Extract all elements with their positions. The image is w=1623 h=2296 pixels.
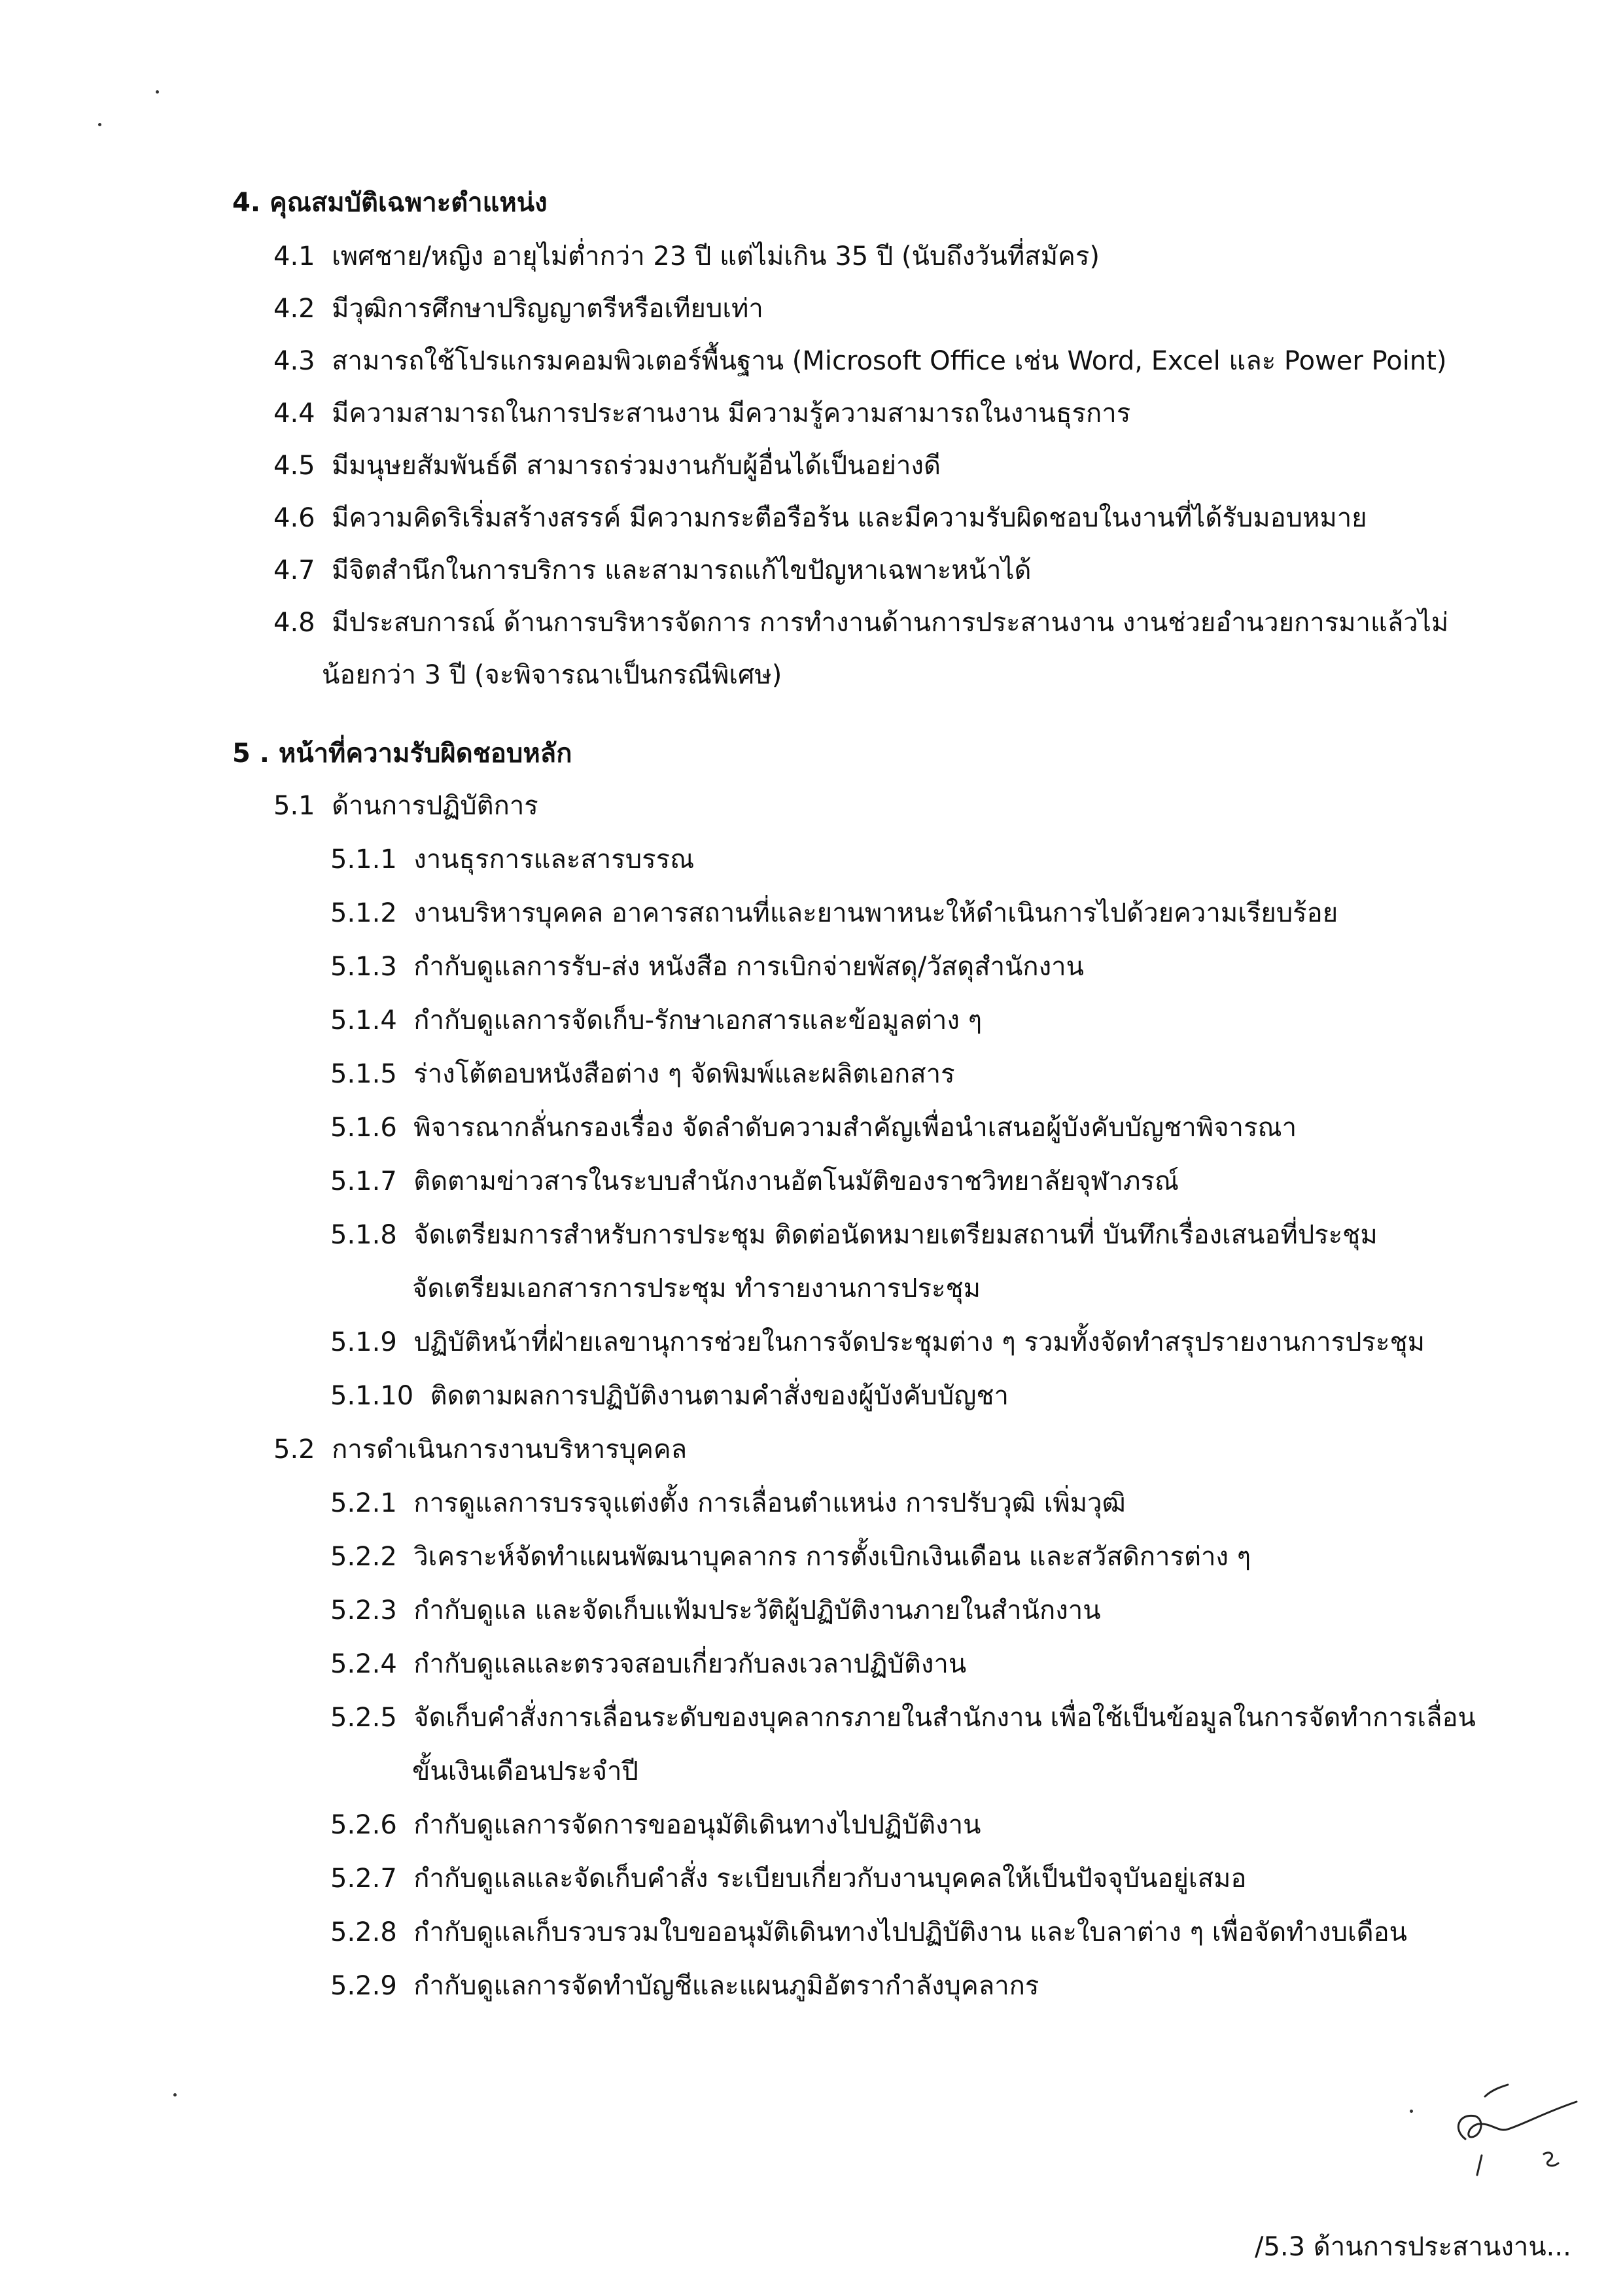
item-number: 4.3 <box>273 346 315 376</box>
item-text: จัดเก็บคำสั่งการเลื่อนระดับของบุคลากรภายในสำนักงาน เพื่อใช้เป็นข้อมูลในการจัดทำการเลื่อน <box>413 1703 1476 1733</box>
subsection-title: การดำเนินการงานบริหารบุคคล <box>332 1435 688 1465</box>
item-number: 5.2.7 <box>330 1864 397 1894</box>
item-number: 4.4 <box>273 398 315 428</box>
item-text: กำกับดูแล และจัดเก็บแฟ้มประวัติผู้ปฏิบัติงานภายในสำนักงาน <box>413 1595 1101 1626</box>
item-4-5 <box>273 453 941 479</box>
item-5-2-5-continuation: ขั้นเงินเดือนประจำปี <box>412 1756 638 1786</box>
item-number: 5.1.9 <box>330 1327 397 1357</box>
item-5-1-8-continuation: จัดเตรียมเอกสารการประชุม ทำรายงานการประชุม <box>412 1274 981 1304</box>
scan-speck <box>173 2093 177 2096</box>
item-text: สามารถใช้โปรแกรมคอมพิวเตอร์พื้นฐาน (Microsoft Office เช่น Word, Excel และ Power Point) <box>332 346 1447 376</box>
item-text: มีมนุษยสัมพันธ์ดี สามารถร่วมงานกับผู้อื่นได้เป็นอย่างดี <box>332 451 941 481</box>
item-number: 5.1.7 <box>330 1166 397 1196</box>
item-number: 5.1.5 <box>330 1059 397 1089</box>
item-4-7 <box>273 557 1032 583</box>
item-text: กำกับดูแลเก็บรวบรวมใบขออนุมัติเดินทางไปปฏิบัติงาน และใบลาต่าง ๆ เพื่อจัดทำงบเดือน <box>413 1917 1408 1947</box>
item-number: 5.1 <box>273 791 315 821</box>
item-number: 5.2.9 <box>330 1971 397 2001</box>
item-number: 5.2.4 <box>330 1649 397 1679</box>
item-number: 5.2.6 <box>330 1810 397 1840</box>
item-5-2-7 <box>330 1866 1246 1892</box>
item-number: 5.1.6 <box>330 1113 397 1143</box>
item-5-1-10 <box>330 1383 1009 1409</box>
item-5-1-9 <box>330 1329 1425 1355</box>
item-number: 4.7 <box>273 555 315 585</box>
item-5-1-6 <box>330 1115 1297 1141</box>
item-number: 5.2.1 <box>330 1488 397 1518</box>
item-5-2-4 <box>330 1651 966 1677</box>
item-number: 5.1.8 <box>330 1220 397 1250</box>
item-number: 4.2 <box>273 294 315 324</box>
item-5-2-2 <box>330 1544 1251 1570</box>
item-5-2-6 <box>330 1812 981 1838</box>
item-number: 5.2.3 <box>330 1595 397 1626</box>
item-text: งานบริหารบุคคล อาคารสถานที่และยานพาหนะให้ดำเนินการไปด้วยความเรียบร้อย <box>413 898 1338 928</box>
item-text: กำกับดูแลการรับ-ส่ง หนังสือ การเบิกจ่ายพัสดุ/วัสดุสำนักงาน <box>413 952 1084 982</box>
item-number: 5.1.10 <box>330 1381 414 1411</box>
item-text: มีวุฒิการศึกษาปริญญาตรีหรือเทียบเท่า <box>332 294 763 324</box>
item-5-2-3 <box>330 1597 1101 1624</box>
item-text: กำกับดูแลการจัดทำบัญชีและแผนภูมิอัตรากำลังบุคลากร <box>413 1971 1039 2001</box>
item-text: จัดเตรียมการสำหรับการประชุม ติดต่อนัดหมายเตรียมสถานที่ บันทึกเรื่องเสนอที่ประชุม <box>413 1220 1378 1250</box>
item-text: ร่างโต้ตอบหนังสือต่าง ๆ จัดพิมพ์และผลิตเอกสาร <box>413 1059 955 1089</box>
item-number: 4.1 <box>273 241 315 271</box>
section-4-heading: 4. คุณสมบัติเฉพาะตำแหน่ง <box>232 188 548 218</box>
item-4-2 <box>273 296 763 322</box>
item-5-2-9 <box>330 1973 1039 1999</box>
item-5-1-5 <box>330 1061 955 1087</box>
item-number: 5.2.8 <box>330 1917 397 1947</box>
item-4-4 <box>273 400 1130 426</box>
page-continuation-note: /5.3 ด้านการประสานงาน... <box>1255 2232 1571 2262</box>
subsection-5-1 <box>273 793 538 819</box>
item-5-1-4 <box>330 1007 982 1034</box>
item-text: ปฏิบัติหน้าที่ฝ่ายเลขานุการช่วยในการจัดประชุมต่าง ๆ รวมทั้งจัดทำสรุปรายงานการประชุม <box>413 1327 1425 1357</box>
item-text: กำกับดูแลและตรวจสอบเกี่ยวกับลงเวลาปฏิบัติงาน <box>413 1649 967 1679</box>
item-5-1-7 <box>330 1168 1179 1194</box>
scan-speck <box>1410 2110 1413 2113</box>
item-number: 4.5 <box>273 451 315 481</box>
item-5-1-2 <box>330 900 1338 926</box>
item-text: การดูแลการบรรจุแต่งตั้ง การเลื่อนตำแหน่ง การปรับวุฒิ เพิ่มวุฒิ <box>413 1488 1126 1518</box>
item-text: มีความคิดริเริ่มสร้างสรรค์ มีความกระตือรือร้น และมีความรับผิดชอบในงานที่ได้รับมอบหมาย <box>332 503 1367 533</box>
item-number: 5.2.5 <box>330 1703 397 1733</box>
item-4-1 <box>273 243 1100 270</box>
item-text: กำกับดูแลและจัดเก็บคำสั่ง ระเบียบเกี่ยวกับงานบุคคลให้เป็นปัจจุบันอยู่เสมอ <box>413 1864 1247 1894</box>
item-text: งานธุรการและสารบรรณ <box>413 844 695 875</box>
item-number: 5.1.1 <box>330 844 397 875</box>
item-text: ติดตามผลการปฏิบัติงานตามคำสั่งของผู้บังคับบัญชา <box>430 1381 1009 1411</box>
item-number: 5.2 <box>273 1435 315 1465</box>
item-text: มีจิตสำนึกในการบริการ และสามารถแก้ไขปัญหาเฉพาะหน้าได้ <box>332 555 1032 585</box>
item-text: เพศชาย/หญิง อายุไม่ต่ำกว่า 23 ปี แต่ไม่เกิน 35 ปี (นับถึงวันที่สมัคร) <box>332 241 1100 271</box>
item-text: วิเคราะห์จัดทำแผนพัฒนาบุคลากร การตั้งเบิกเงินเดือน และสวัสดิการต่าง ๆ <box>413 1542 1251 1572</box>
subsection-5-2 <box>273 1436 687 1463</box>
item-5-2-1 <box>330 1490 1126 1516</box>
handwritten-signature <box>1446 2077 1590 2182</box>
item-5-1-8 <box>330 1222 1378 1248</box>
item-5-2-8 <box>330 1919 1407 1945</box>
item-text: พิจารณากลั่นกรองเรื่อง จัดลำดับความสำคัญเพื่อนำเสนอผู้บังคับบัญชาพิจารณา <box>413 1113 1297 1143</box>
item-number: 4.8 <box>273 608 315 638</box>
item-number: 4.6 <box>273 503 315 533</box>
item-4-6 <box>273 505 1367 531</box>
item-number: 5.1.4 <box>330 1005 397 1035</box>
item-5-2-5 <box>330 1705 1476 1731</box>
scan-speck <box>98 123 101 126</box>
subsection-title: ด้านการปฏิบัติการ <box>332 791 538 821</box>
item-text: มีความสามารถในการประสานงาน มีความรู้ความสามารถในงานธุรการ <box>332 398 1131 428</box>
item-text: กำกับดูแลการจัดการขออนุมัติเดินทางไปปฏิบัติงาน <box>413 1810 981 1840</box>
item-number: 5.1.3 <box>330 952 397 982</box>
item-text: กำกับดูแลการจัดเก็บ-รักษาเอกสารและข้อมูลต่าง ๆ <box>413 1005 983 1035</box>
item-text: มีประสบการณ์ ด้านการบริหารจัดการ การทำงานด้านการประสานงาน งานช่วยอำนวยการมาแล้วไม่ <box>332 608 1449 638</box>
item-text: ติดตามข่าวสารในระบบสำนักงานอัตโนมัติของราชวิทยาลัยจุฬาภรณ์ <box>413 1166 1179 1196</box>
item-number: 5.1.2 <box>330 898 397 928</box>
item-4-3 <box>273 348 1446 374</box>
item-5-1-1 <box>330 846 694 873</box>
item-number: 5.2.2 <box>330 1542 397 1572</box>
item-4-8-continuation: น้อยกว่า 3 ปี (จะพิจารณาเป็นกรณีพิเศษ) <box>322 660 782 690</box>
item-5-1-3 <box>330 954 1084 980</box>
scan-speck <box>156 90 159 94</box>
section-5-heading: 5 . หน้าที่ความรับผิดชอบหลัก <box>232 739 572 769</box>
item-4-8 <box>273 610 1448 636</box>
